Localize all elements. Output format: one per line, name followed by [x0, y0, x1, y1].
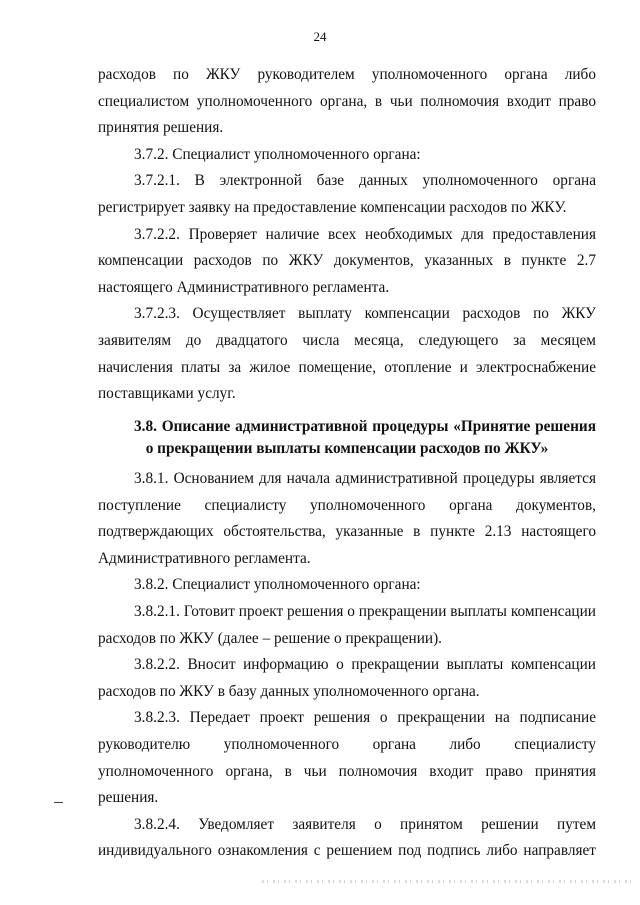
- paragraph: 3.8.2.2. Вносит информацию о прекращении выплаты компенсации расходов по ЖКУ в базу данных уполномоченного органа.: [98, 656, 596, 700]
- paragraph: 3.7.2.2. Проверяет наличие всех необходимых для предоставления компенсации расходов по ЖКУ документов, указанных в пункте 2.7 настоящего Административного регламента.: [98, 225, 596, 296]
- scan-artifact: [262, 880, 632, 883]
- paragraph: 3.8.2.3. Передает проект решения о прекращении на подписание руководителю уполномоченного органа либо специалисту уполномоченного органа, в чьи полномочия входит право принятия решения.: [98, 709, 596, 807]
- paragraph: 3.7.2.3. Осуществляет выплату компенсации расходов по ЖКУ заявителям до двадцатого числа месяца, следующего за месяцем начисления платы за жилое помещение, отопление и электроснабжение поставщиками услуг.: [98, 305, 596, 403]
- page-number: 24: [313, 29, 327, 44]
- body-top: [98, 62, 596, 408]
- section-heading-line: о прекращении выплаты компенсации расходов по ЖКУ»: [145, 440, 549, 457]
- paragraph: 3.8.2.1. Готовит проект решения о прекращении выплаты компенсации расходов по ЖКУ (далее – решение о прекращении).: [98, 602, 596, 647]
- section-heading-line: 3.8. Описание административной процедуры «Принятие решения: [134, 418, 596, 435]
- body-bottom: [98, 466, 596, 865]
- paragraph: 3.8.2.4. Уведомляет заявителя о принятом решении путем индивидуального ознакомления с решением под подпись либо направляет: [98, 815, 596, 860]
- scan-artifact: [54, 802, 63, 803]
- paragraph: 3.8.1. Основанием для начала административной процедуры является поступление специалисту уполномоченного органа документов, подтверждающих обстоятельства, указанные в пункте 2.13 настоящего Административного регламента.: [98, 470, 596, 567]
- paragraph: 3.8.2. Специалист уполномоченного органа:: [134, 576, 421, 594]
- paragraph: 3.7.2.1. В электронной базе данных уполномоченного органа регистрирует заявку на предоставление компенсации расходов по ЖКУ.: [98, 172, 596, 216]
- paragraph: расходов по ЖКУ руководителем уполномоченного органа либо специалистом уполномоченного органа, в чьи полномочия входит право принятия решения.: [98, 66, 596, 137]
- section-heading: [98, 416, 596, 460]
- paragraph: 3.7.2. Специалист уполномоченного органа:: [134, 145, 421, 163]
